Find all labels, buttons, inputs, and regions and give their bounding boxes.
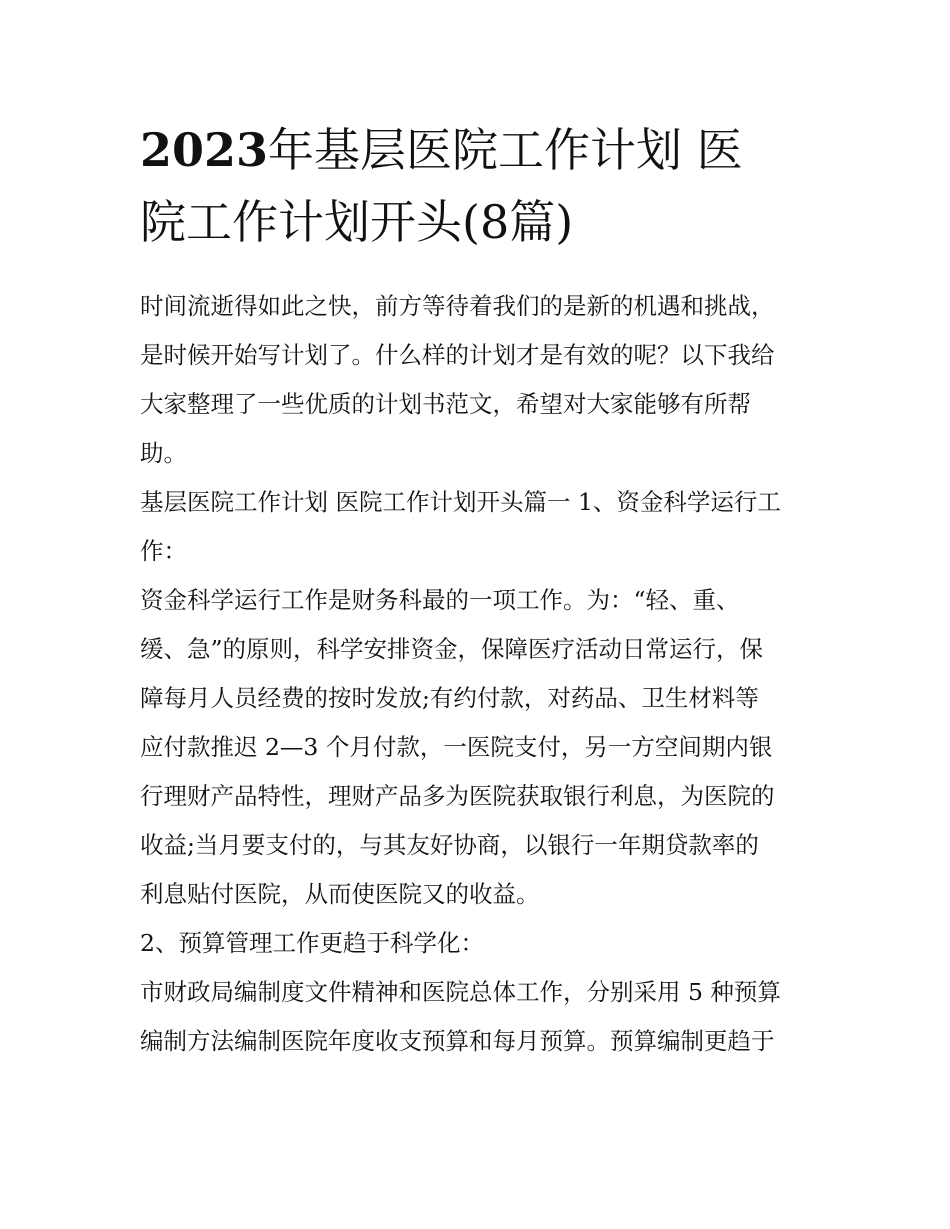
section-1-paragraph — [140, 576, 820, 919]
intro-line-1: 时间流逝得如此之快，前方等待着我们的是新的机遇和挑战， — [140, 292, 775, 320]
intro-line-2: 是时候开始写计划了。什么样的计划才是有效的呢？以下我给 — [140, 341, 775, 369]
section-1-heading-line-1: 基层医院工作计划 医院工作计划开头篇一 1、资金科学运行工 — [140, 488, 781, 516]
section-1-line-6: 收益;当月要支付的，与其友好协商，以银行一年期贷款率的 — [140, 831, 759, 859]
document-title — [140, 114, 820, 258]
title-year: 2023 — [140, 123, 269, 177]
section-1-heading-line-2: 作： — [140, 537, 187, 565]
title-line-1-text: 年基层医院工作计划 医 — [268, 123, 743, 177]
document-content — [140, 114, 820, 1066]
section-2-paragraph — [140, 968, 820, 1066]
section-1-line-3: 障每月人员经费的按时发放;有约付款，对药品、卫生材料等 — [140, 684, 759, 712]
title-line-2: 院工作计划开头(8篇) — [140, 195, 574, 249]
section-2-line-2: 编制方法编制医院年度收支预算和每月预算。预算编制更趋于 — [140, 1027, 775, 1055]
section-1-line-4: 应付款推迟 2—3 个月付款，一医院支付，另一方空间期内银 — [140, 733, 773, 761]
section-2-heading-line: 2、预算管理工作更趋于科学化： — [140, 929, 484, 957]
section-1-line-1: 资金科学运行工作是财务科最的一项工作。为：“轻、重、 — [140, 586, 740, 614]
intro-paragraph — [140, 282, 820, 478]
section-1-heading — [140, 478, 820, 576]
intro-line-4: 助。 — [140, 439, 187, 467]
section-1-line-5: 行理财产品特性，理财产品多为医院获取银行利息，为医院的 — [140, 782, 775, 810]
section-2-heading — [140, 919, 820, 968]
section-1-line-2: 缓、急”的原则，科学安排资金，保障医疗活动日常运行，保 — [140, 635, 764, 663]
title-line-1 — [140, 114, 820, 186]
section-2-line-1: 市财政局编制度文件精神和医院总体工作，分别采用 5 种预算 — [140, 978, 781, 1006]
intro-line-3: 大家整理了一些优质的计划书范文，希望对大家能够有所帮 — [140, 390, 751, 418]
section-1-line-7: 利息贴付医院，从而使医院又的收益。 — [140, 880, 540, 908]
